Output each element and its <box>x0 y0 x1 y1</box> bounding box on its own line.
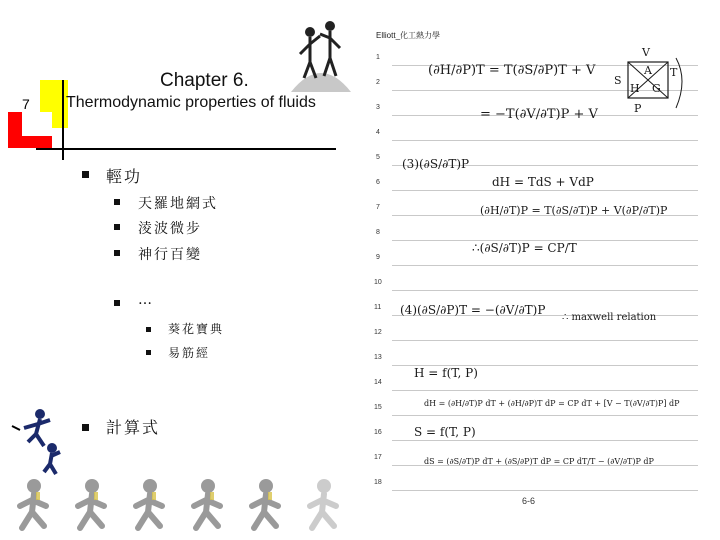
square-label-v: V <box>642 46 650 59</box>
eq-ds-dt-label: (3)(∂S/∂T)P <box>402 157 470 171</box>
line-number: 6 <box>376 179 380 186</box>
line-number: 8 <box>376 229 380 236</box>
sub-bullet: 神行百變 <box>138 247 202 263</box>
sub-sub-bullet: 葵花寶典 <box>168 322 225 336</box>
eq-ds-dt-result: ∴(∂S/∂T)P = CP/T <box>472 241 577 255</box>
eq-ds-total: dS = (∂S/∂T)P dT + (∂S/∂P)T dP = CP dT/T − (∂V/∂T)P dP <box>424 457 654 466</box>
eq-s-function: S = f(T, P) <box>414 425 476 439</box>
eq-dh-dp: (∂H/∂P)T = T(∂S/∂P)T + V <box>428 63 596 78</box>
eq-maxwell: (4)(∂S/∂P)T = −(∂V/∂T)P <box>400 303 546 317</box>
bullet-light-skill: 輕功 <box>106 167 143 186</box>
skeleton-figures-illustration <box>286 14 356 94</box>
sub-bullet: 天羅地網式 <box>138 196 218 212</box>
sub-sub-bullet: 易筋經 <box>168 346 211 360</box>
eq-dh-dp-result: = −T(∂V/∂T)P + V <box>480 107 598 122</box>
bullet-marker <box>114 199 120 205</box>
slide-title-chapter: Chapter 6. <box>160 70 249 91</box>
thermo-square-diagram <box>606 44 690 120</box>
bullet-marker <box>114 250 120 256</box>
line-number: 13 <box>374 354 382 361</box>
line-number: 11 <box>374 304 382 311</box>
line-number: 9 <box>376 254 380 261</box>
square-label-s: S <box>614 74 622 87</box>
bullet-marker <box>146 327 151 332</box>
line-number: 3 <box>376 104 380 111</box>
square-label-h: H <box>630 82 640 95</box>
slide-number: 7 <box>22 96 30 112</box>
bullet-marker <box>146 350 151 355</box>
bullet-formulas: 計算式 <box>106 418 161 437</box>
sub-bullet-ellipsis: … <box>138 292 154 308</box>
eq-h-function: H = f(T, P) <box>414 366 478 380</box>
square-label-g: G <box>652 82 661 95</box>
line-number: 7 <box>376 204 380 211</box>
line-number: 14 <box>374 379 382 386</box>
line-number: 4 <box>376 129 380 136</box>
climbing-figures-illustration <box>10 406 62 476</box>
bullet-marker <box>114 224 120 230</box>
eq-dh-definition: dH = TdS + VdP <box>492 175 594 189</box>
line-number: 16 <box>374 429 382 436</box>
maxwell-note: ∴ maxwell relation <box>562 312 657 323</box>
line-number: 18 <box>374 479 382 486</box>
line-number: 17 <box>374 454 382 461</box>
eq-dh-dt: (∂H/∂T)P = T(∂S/∂T)P + V(∂P/∂T)P <box>480 204 668 217</box>
bullet-marker <box>114 300 120 306</box>
sub-bullet: 淩波微步 <box>138 221 202 237</box>
bullet-marker <box>82 171 89 178</box>
square-label-a: A <box>644 64 652 77</box>
bullet-marker <box>82 424 89 431</box>
line-number: 5 <box>376 154 380 161</box>
running-figures-decoration <box>0 476 360 538</box>
slide-title-topic: Thermodynamic properties of fluids <box>66 94 316 111</box>
line-number: 2 <box>376 79 380 86</box>
notes-header: Elliott_化工熱力學 <box>376 31 441 40</box>
line-number: 1 <box>376 54 380 61</box>
decor-white-block <box>22 112 52 136</box>
notes-page-footer: 6-6 <box>522 496 536 506</box>
line-number: 15 <box>374 404 382 411</box>
line-number: 10 <box>374 279 382 286</box>
line-number: 12 <box>374 329 382 336</box>
decor-horizontal-line <box>36 148 336 150</box>
square-label-p: P <box>634 102 642 115</box>
eq-dh-total: dH = (∂H/∂T)P dT + (∂H/∂P)T dP = CP dT + [V − T(∂V/∂T)P] dP <box>424 399 680 408</box>
square-label-t: T <box>670 66 678 79</box>
